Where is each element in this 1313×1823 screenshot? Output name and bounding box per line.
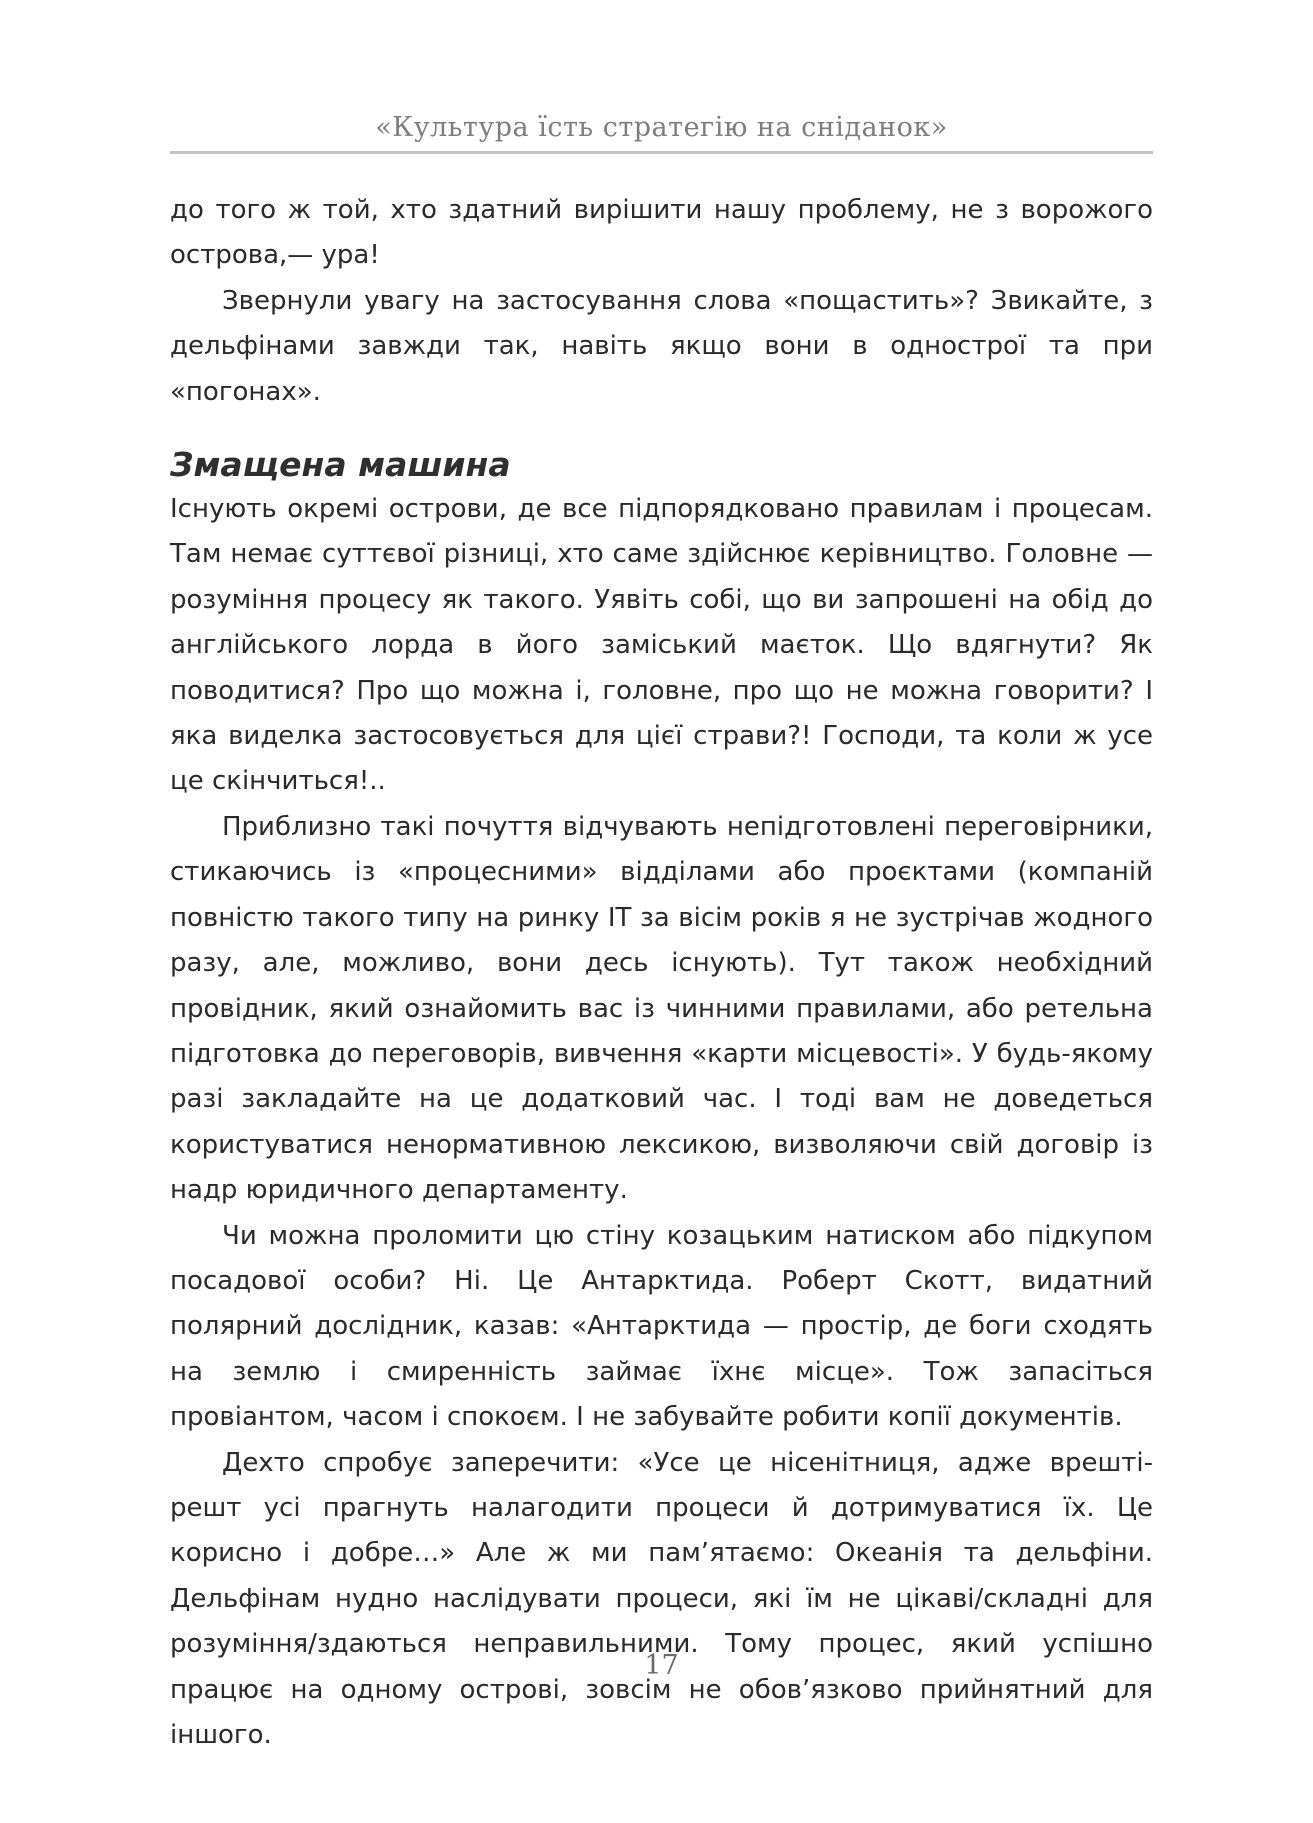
paragraph-continued: до того ж той, хто здатний вирішити нашу проблему, не з ворожого острова,— ура!	[170, 195, 1153, 271]
section-heading: Змащена машина	[170, 445, 511, 485]
page-body	[170, 188, 1153, 1758]
paragraph: Звернули увагу на застосування слова «пощастить»? Звикайте, з дельфінами завжди так, навіть якщо вони в однострої та при «погонах».	[170, 285, 1153, 407]
section-spacer	[170, 415, 1153, 437]
section-paragraph: Існують окремі острови, де все підпорядковано правилам і процесам. Там немає суттєвої різниці, хто саме здійснює керівництво. Головне — розуміння процесу як такого. Уявіть собі, що ви запрошені на обід до англійського лорда в його заміський маєток. Що вдягнути? Як поводитися? Про що можна і, головне, про що не можна говорити? І яка виделка застосовується для цієї страви?! Господи, та коли ж усе це скінчиться!..	[170, 494, 1153, 797]
header-rule	[170, 151, 1153, 154]
page-number: 17	[644, 1650, 679, 1681]
running-header-title: «Культура їсть стратегію на сніданок»	[375, 112, 948, 143]
section-paragraph: Приблизно такі почуття відчувають непідготовлені переговірники, стикаючись із «процесними» відділами або проєктами (компаній повністю такого типу на ринку IT за вісім років я не зустрічав жодного разу, але, можливо, вони десь існують). Тут також необхідний провідник, який ознайомить вас із чинними правилами, або ретельна підготовка до переговорів, вивчення «карти місцевості». У будь-якому разі закладайте на це додатковий час. І тоді вам не доведеться користуватися ненормативною лексикою, визволяючи свій договір із надр юридичного департаменту.	[170, 811, 1153, 1206]
section-paragraph: Чи можна проломити цю стіну козацьким натиском або підкупом посадової особи? Ні. Це Антарктида. Роберт Скотт, видатний полярний дослідник, казав: «Антарктида — простір, де боги сходять на землю і смиренність займає їхнє місце». Тож запасіться провіантом, часом і спокоєм. І не забувайте робити копії документів.	[170, 1220, 1153, 1433]
section-paragraph: Дехто спробує заперечити: «Усе це нісенітниця, адже врешті-решт усі прагнуть налагодити процеси й дотримуватися їх. Це корисно і добре…» Але ж ми пам’ятаємо: Океанія та дельфіни. Дельфінам нудно наслідувати процеси, які їм не цікаві/складні для розуміння/здаються неправильними. Тому процес, який успішно працює на одному острові, зовсім не обов’язково прийнятний для іншого.	[170, 1447, 1153, 1750]
